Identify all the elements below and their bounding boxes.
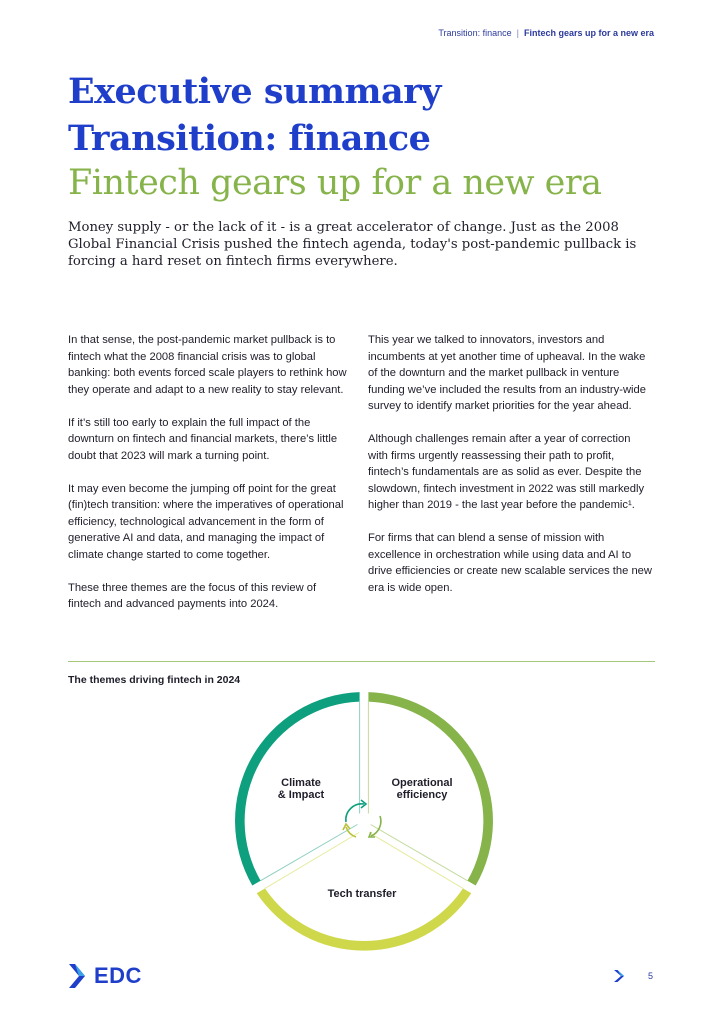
- edc-logo-icon: [68, 963, 88, 989]
- edc-logo: [68, 963, 142, 989]
- section-title: Transition: finance: [68, 118, 431, 159]
- body-paragraph: For firms that can blend a sense of mission with excellence in orchestration while using data and AI to drive efficiencies or create new scalable services the new era is wide open.: [368, 532, 652, 594]
- header-section: Transition: finance: [438, 28, 512, 38]
- edc-logo-text: EDC: [94, 963, 142, 988]
- chevron-right-icon[interactable]: [613, 969, 625, 983]
- segment-label-operational-2: efficiency: [396, 789, 448, 801]
- themes-cycle-diagram: [225, 682, 503, 960]
- figure-title: The themes driving fintech in 2024: [68, 674, 241, 686]
- body-paragraph: This year we talked to innovators, investors and incumbents at yet another time of upheaval. In the wake of the downturn and the market pullback in venture funding we’ve included the results from an industry-wide survey to identify market priorities for the year ahead.: [368, 334, 646, 412]
- section-subtitle: Fintech gears up for a new era: [68, 163, 602, 203]
- segment-label-climate-1: Climate: [281, 777, 321, 789]
- right-column: [368, 332, 652, 613]
- segment-label-tech: Tech transfer: [327, 888, 397, 900]
- section-divider: [68, 661, 655, 662]
- segment-label-climate-2: & Impact: [277, 789, 325, 801]
- header-subsection: Fintech gears up for a new era: [523, 28, 654, 38]
- page-title: Executive summary: [68, 71, 441, 112]
- segment-label-operational-1: Operational: [391, 777, 453, 789]
- header-separator: |: [516, 28, 519, 38]
- running-header: [438, 28, 654, 38]
- page-number: 5: [648, 971, 654, 981]
- body-paragraph: If it’s still too early to explain the full impact of the downturn on fintech and financial markets, there’s little doubt that 2023 will mark a turning point.: [68, 416, 338, 462]
- lede-paragraph: Money supply - or the lack of it - is a great accelerator of change. Just as the 2008 Global Financial Crisis pushed the fintech agenda, today's post-pandemic pullback is forcing a hard reset on fintech firms everywhere.: [68, 220, 637, 269]
- body-paragraph: It may even become the jumping off point for the great (fin)tech transition: where the imperatives of operational efficiency, technological advancement in the form of generative AI and data, and managing the impact of climate change started to come together.: [68, 482, 344, 561]
- body-paragraph: These three themes are the focus of this review of fintech and advanced payments into 2024.: [68, 581, 317, 610]
- body-paragraph: Although challenges remain after a year of correction with firms urgently reassessing their path to profit, fintech’s fundamentals are as solid as ever. Despite the slowdown, fintech investment in 2022 was still markedly higher than 2019 - the last year before the pandemic¹.: [368, 433, 645, 511]
- cycle-arrows-icon: [343, 800, 381, 837]
- left-column: [68, 332, 352, 629]
- body-paragraph: In that sense, the post-pandemic market pullback is to fintech what the 2008 financial crisis was to global banking: both events forced scale players to rethink how they operate and adapt to a new reality to stay relevant.: [68, 334, 347, 396]
